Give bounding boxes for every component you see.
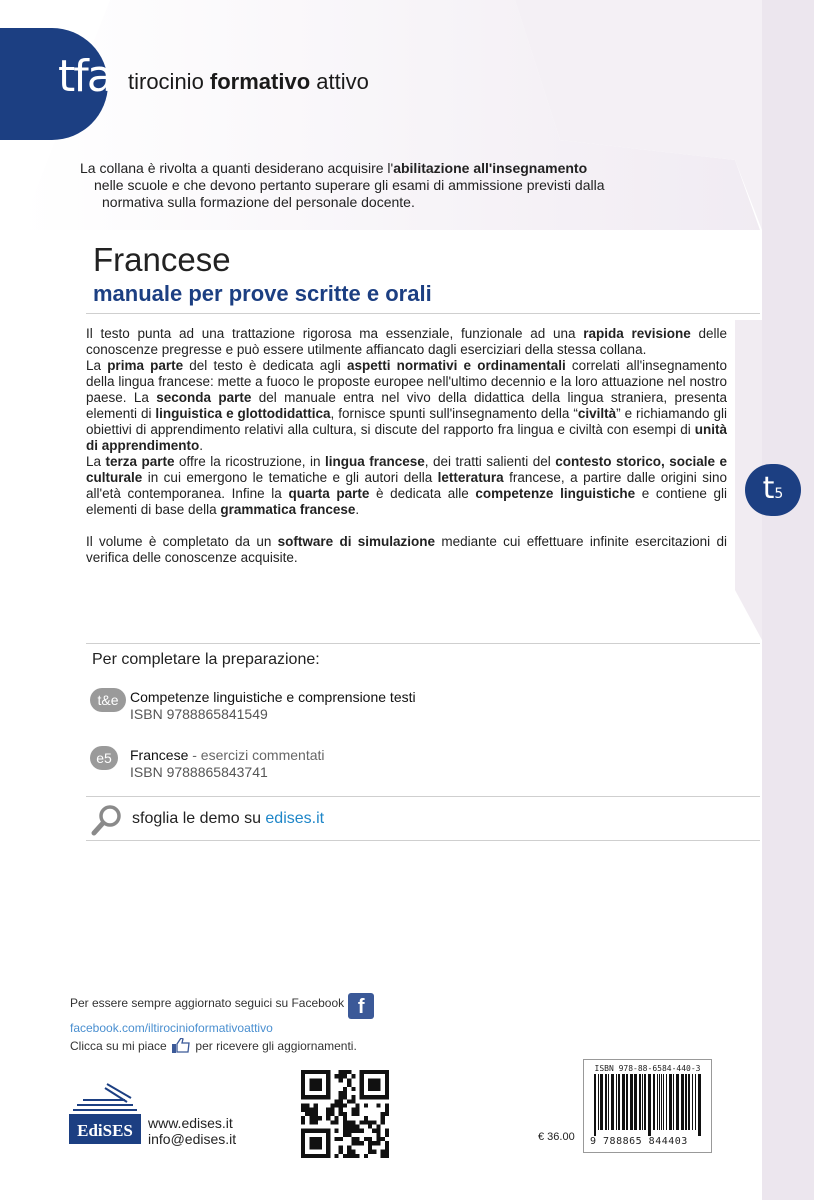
description-paragraph: Il testo punta ad una trattazione rigorosa ma essenziale, funzionale ad una rapida revisione delle conoscenze pregresse e può essere utilmente affiancato dagli eserciziari della stessa collana. — [86, 326, 728, 357]
series-intro — [80, 160, 720, 211]
prep-heading: Per completare la preparazione: — [92, 651, 320, 668]
publisher-website[interactable]: www.edises.it — [148, 1115, 233, 1131]
barcode — [583, 1059, 712, 1153]
intro-line-1: La collana è rivolta a quanti desiderano acquisire l'abilitazione all'insegnamento — [80, 160, 588, 176]
related-book-isbn: ISBN 9788865843741 — [130, 764, 268, 780]
facebook-icon[interactable]: f — [348, 993, 374, 1019]
price: € 36.00 — [538, 1131, 575, 1143]
demo-link-text: sfoglia le demo su edises.it — [132, 810, 325, 827]
series-logo: tfa — [58, 51, 112, 102]
edises-link[interactable]: edises.it — [265, 810, 325, 827]
series-name: tirocinio formativo attivo — [128, 69, 369, 94]
description-paragraph: Il volume è completato da un software di simulazione mediante cui effettuare infinite esercitazioni di verifica delle conoscenze acquisite. — [86, 534, 727, 565]
related-book-title: Competenze linguistiche e comprensione testi — [130, 689, 416, 705]
edises-logo-text: EdiSES — [77, 1121, 133, 1140]
divider — [86, 796, 760, 797]
related-book-title: Francese - esercizi commentati — [130, 747, 325, 763]
like-icon — [172, 1038, 190, 1053]
divider — [86, 313, 760, 314]
divider — [86, 643, 760, 644]
book-subtitle: manuale per prove scritte e orali — [93, 281, 432, 306]
intro-line-3: normativa sulla formazione del personale docente. — [102, 194, 415, 210]
volume-badge: t5 — [745, 464, 801, 516]
qr-code — [301, 1070, 389, 1158]
publisher-email[interactable]: info@edises.it — [148, 1131, 237, 1147]
magnifier-icon — [90, 804, 126, 836]
barcode-digits: 9 788865 844403 — [590, 1136, 688, 1147]
edises-logo — [69, 1080, 141, 1144]
publisher-contact — [148, 1115, 236, 1147]
book-title: Francese — [93, 241, 231, 278]
description-paragraph: La prima parte del testo è dedicata agli aspetti normativi e ordinamentali correlati all'insegnamento della lingua francese: mette a fuoco le proposte europee nell'ultimo decennio e la loro attuazione nel nostro paese. La seconda parte del manuale entra nel vivo della didattica della lingua straniera, presenta elementi di linguistica e glottodidattica, fornisce spunti sull'insegnamento della “civiltà” e richiamando gli obiettivi di apprendimento relativi alla cultura, si discute del rapporto fra lingua e civiltà con esempi di unità di apprendimento. — [86, 358, 727, 453]
description — [86, 326, 727, 566]
barcode-isbn: ISBN 978-88-6584-440-3 — [594, 1064, 701, 1073]
spine-strip — [762, 0, 814, 1200]
facebook-link[interactable]: facebook.com/iltirocinioformativoattivo — [70, 1021, 273, 1035]
facebook-info: Per essere sempre aggiornato seguici su Facebook f facebook.com/iltirocinioformativoattivo Clicca su mi piace per ricevere gli aggiornamenti. — [70, 993, 374, 1055]
e5-icon: e5 — [90, 746, 118, 770]
divider — [86, 840, 760, 841]
te-icon: t&e — [90, 688, 126, 712]
barcode-bars — [592, 1074, 704, 1136]
related-book-isbn: ISBN 9788865841549 — [130, 706, 268, 722]
intro-line-2: nelle scuole e che devono pertanto superare gli esami di ammissione previsti dalla — [94, 177, 605, 193]
description-paragraph: La terza parte offre la ricostruzione, in lingua francese, dei tratti salienti del contesto storico, sociale e culturale in cui emergono le tematiche e gli autori della letteratura francese, a partire dalle origini sino all'età contemporanea. Infine la quarta parte è dedicata alle competenze linguistiche e contiene gli elementi di base della grammatica francese. — [86, 454, 728, 517]
